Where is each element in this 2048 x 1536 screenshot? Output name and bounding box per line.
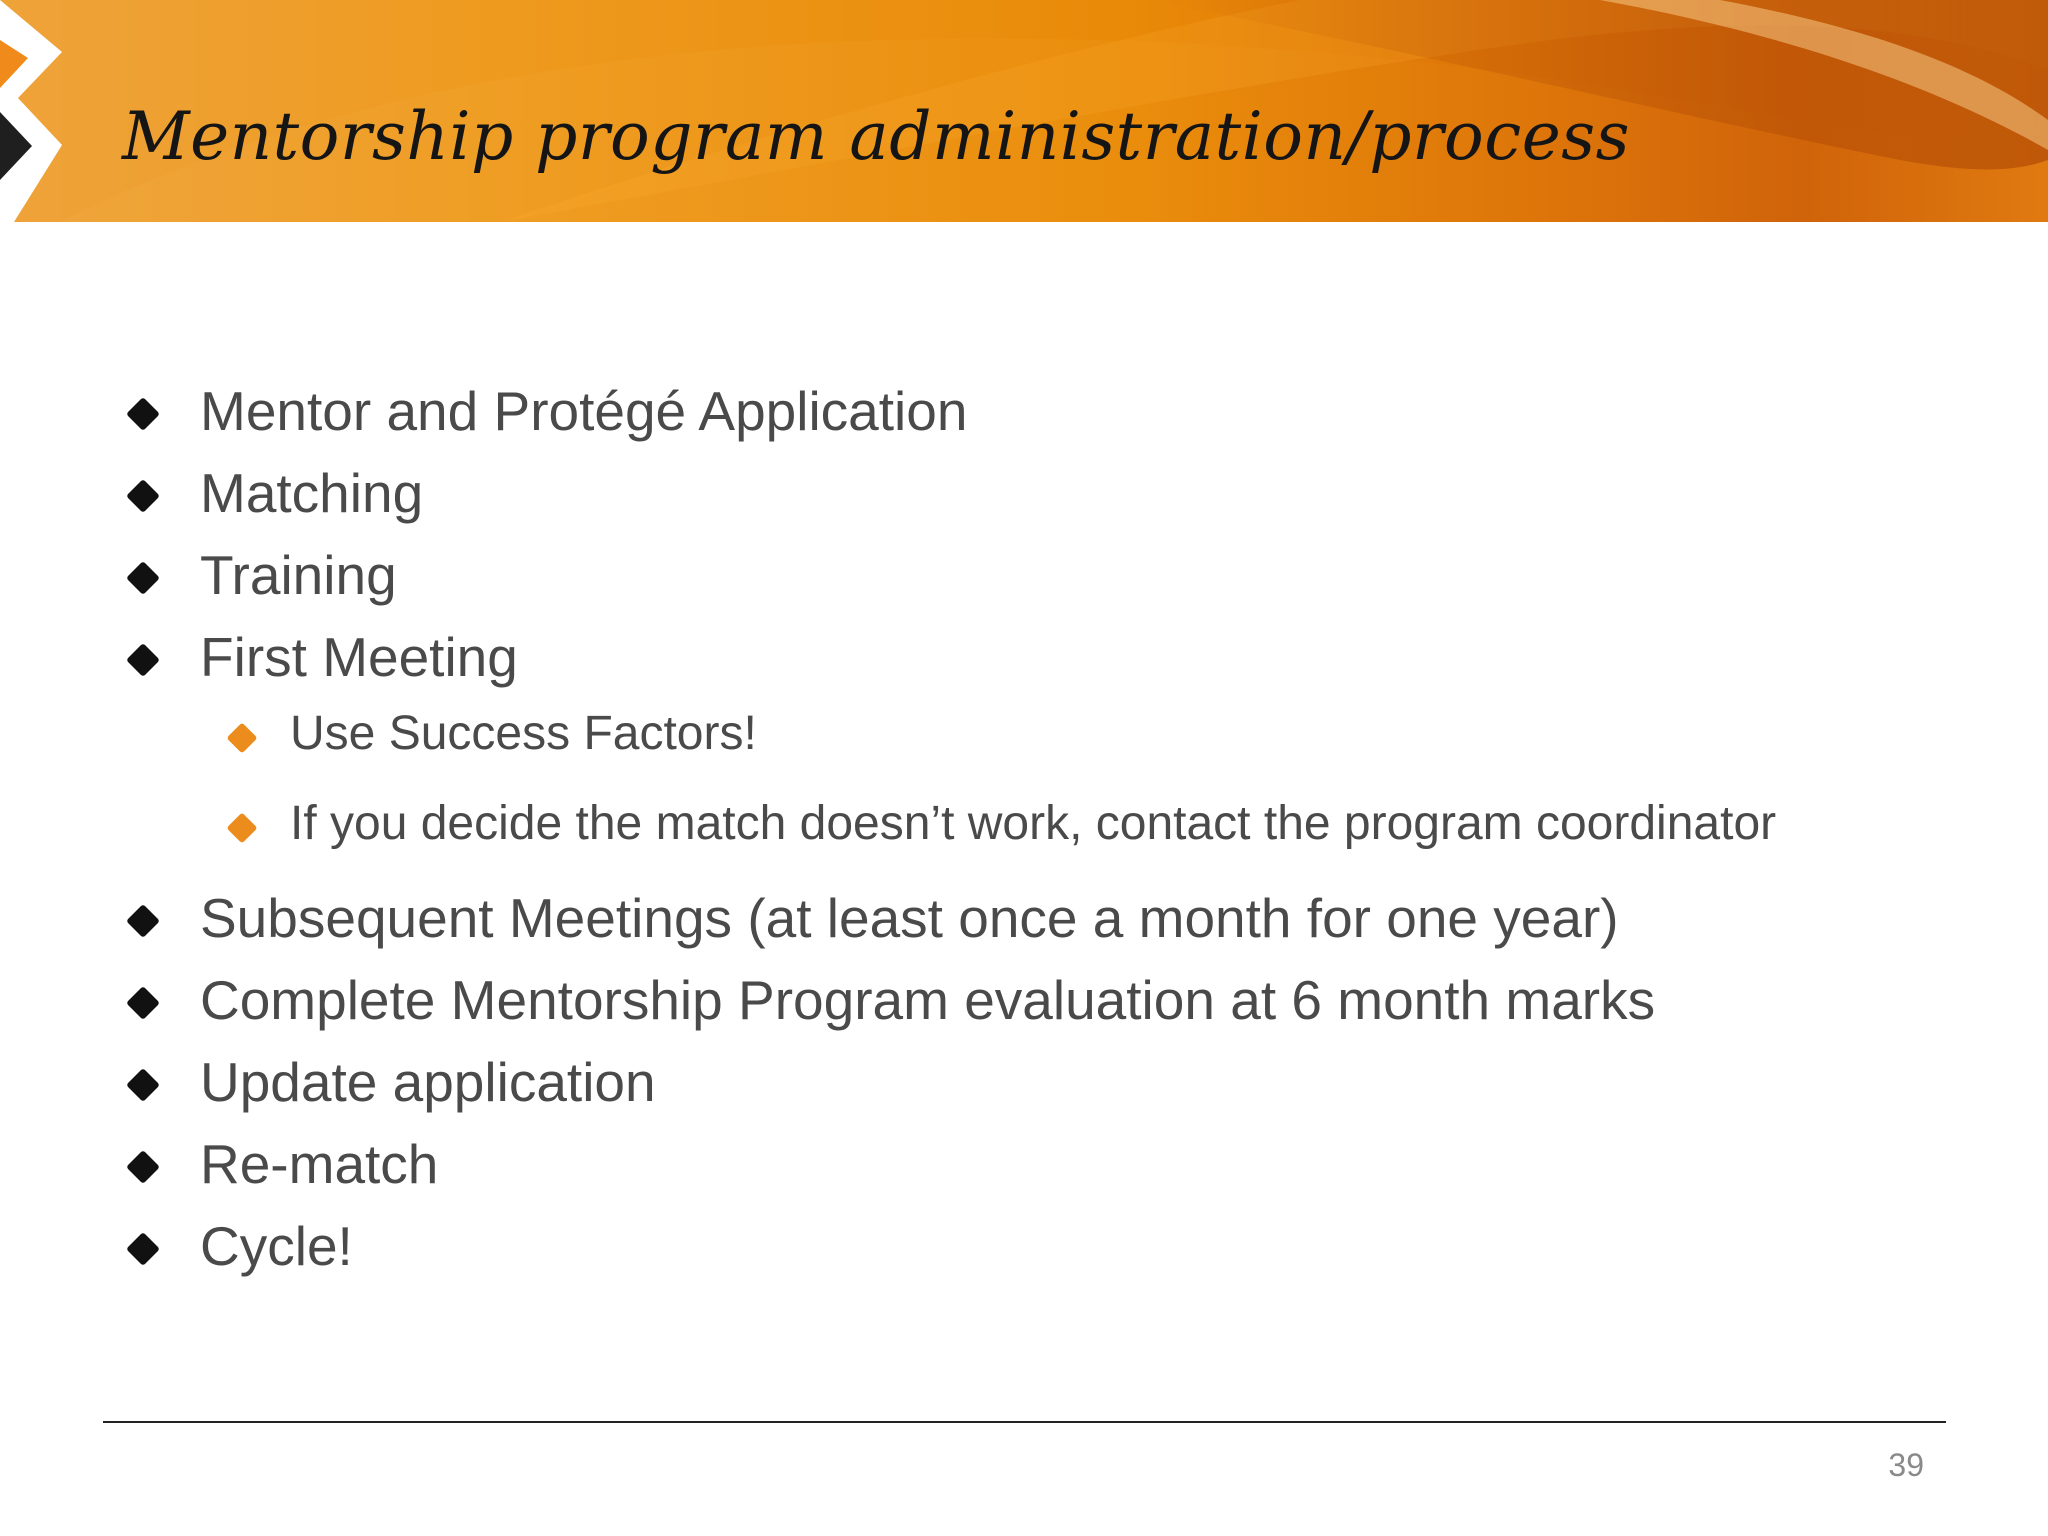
black-diamond-icon	[126, 986, 160, 1020]
black-diamond-icon	[126, 1150, 160, 1184]
bullet-text: Complete Mentorship Program evaluation at 6 month marks	[200, 969, 1656, 1031]
sub-bullet-text: Use Success Factors!	[290, 707, 757, 760]
page-number: 39	[1888, 1447, 1924, 1483]
orange-diamond-icon	[226, 812, 257, 843]
bullet-text: Cycle!	[200, 1215, 353, 1277]
bullet-text: Mentor and Protégé Application	[200, 380, 968, 442]
bullet-text: Re-match	[200, 1133, 439, 1195]
black-diamond-icon	[126, 561, 160, 595]
black-diamond-icon	[126, 904, 160, 938]
footer-divider	[103, 1421, 1946, 1423]
bullet-text: Update application	[200, 1051, 656, 1113]
black-diamond-icon	[126, 479, 160, 513]
sub-bullet-text: If you decide the match doesn’t work, contact the program coordinator	[290, 797, 1777, 850]
bullet-text: Subsequent Meetings (at least once a month for one year)	[200, 887, 1619, 949]
black-diamond-icon	[126, 397, 160, 431]
orange-diamond-icon	[226, 722, 257, 753]
black-diamond-icon	[126, 1068, 160, 1102]
bullet-text: First Meeting	[200, 626, 518, 688]
slide-title: Mentorship program administration/process	[122, 98, 1631, 175]
bullet-text: Training	[200, 544, 397, 606]
black-diamond-icon	[126, 1232, 160, 1266]
black-diamond-icon	[126, 643, 160, 677]
bullet-text: Matching	[200, 462, 424, 524]
